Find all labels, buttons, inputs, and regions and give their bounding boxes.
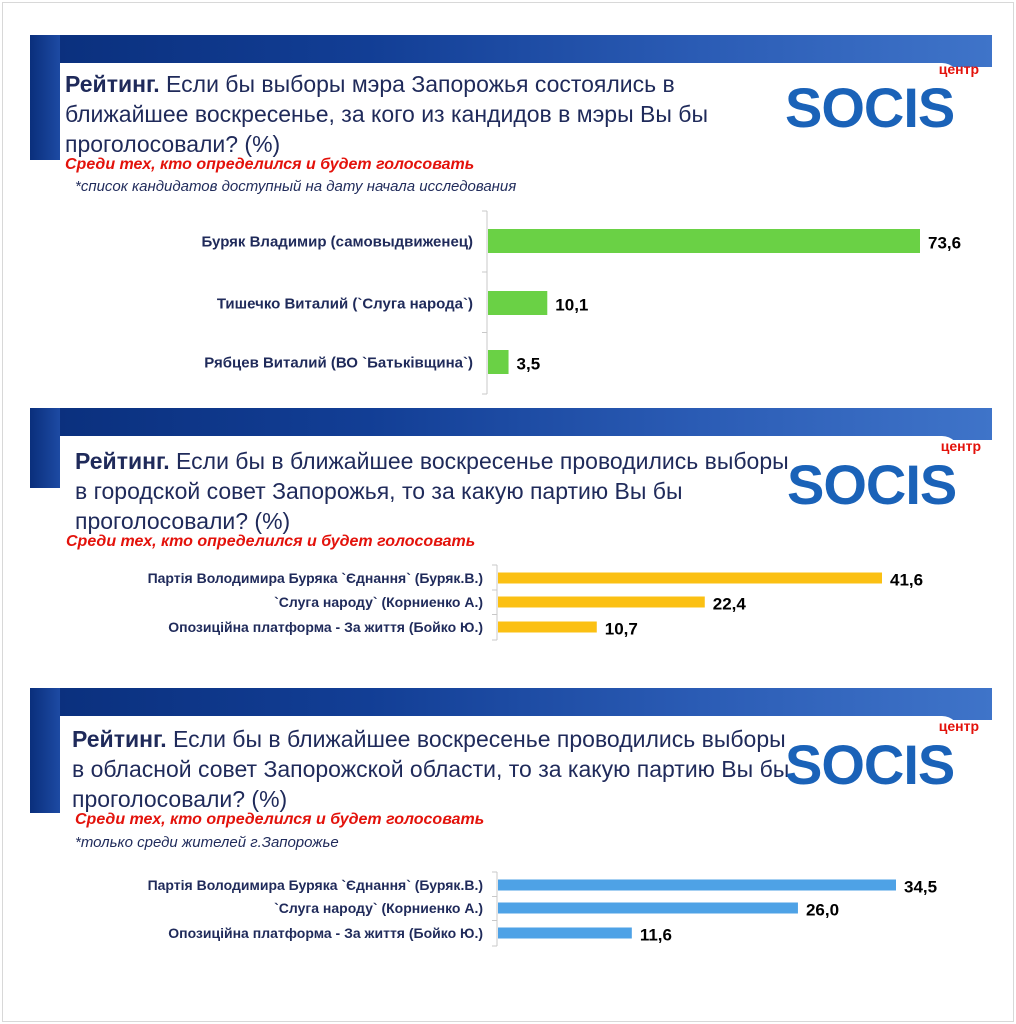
value-label: 10,1 [555, 295, 589, 315]
panel-subtitle: Среди тех, кто определился и будет голосовать [66, 533, 476, 550]
logo-word: SOCIS [785, 76, 955, 139]
bar [488, 291, 547, 315]
logo-word: SOCIS [787, 453, 957, 516]
bar-chart-3 [148, 872, 938, 946]
title-bold: Рейтинг. [75, 448, 170, 474]
title-text: Если бы выборы мэра Запорожья состоялись в ближайшее воскресенье, за кого из кандидов в мэры Вы бы проголосовали? (%) [65, 71, 708, 157]
bar [498, 622, 597, 633]
bar [498, 880, 896, 891]
panel-note: *только среди жителей г.Запорожье [75, 834, 339, 851]
bar [498, 597, 705, 608]
value-label: 41,6 [890, 570, 924, 590]
panel-subtitle: Среди тех, кто определился и будет голосовать [75, 811, 485, 828]
bar [498, 928, 632, 939]
panel-note: *список кандидатов доступный на дату начала исследования [75, 178, 517, 195]
category-label: `Слуга народу` (Корниенко А.) [274, 899, 483, 916]
value-label: 73,6 [928, 233, 962, 253]
category-label: Опозиційна платформа - За життя (Бойко Ю.) [168, 618, 483, 635]
bar-chart-1 [201, 211, 961, 394]
category-label: Партія Володимира Буряка `Єднання` (Буряк.В.) [147, 569, 483, 586]
logo-word: SOCIS [785, 733, 955, 796]
bar [488, 229, 920, 253]
logo-centr: центр [938, 718, 979, 734]
logo-centr: центр [938, 61, 979, 77]
bar [498, 903, 798, 914]
category-label: Буряк Владимир (самовыдвиженец) [201, 233, 473, 251]
value-label: 10,7 [604, 619, 638, 639]
category-label: Тишечко Виталий (`Слуга народа`) [216, 295, 473, 313]
panel-subtitle: Среди тех, кто определился и будет голосовать [65, 156, 475, 173]
value-label: 3,5 [516, 354, 541, 374]
category-label: Рябцев Виталий (ВО `Батьківщина`) [204, 354, 473, 372]
value-label: 22,4 [712, 594, 746, 614]
bar [498, 573, 882, 584]
value-label: 26,0 [805, 900, 840, 920]
title-text: Если бы в ближайшее воскресенье проводились выборы в обласной совет Запорожской области, то за какую партию Вы бы проголосовали? (%) [72, 726, 790, 812]
title-bold: Рейтинг. [65, 71, 160, 97]
category-label: Партія Володимира Буряка `Єднання` (Буряк.В.) [147, 876, 483, 893]
value-label: 34,5 [904, 877, 938, 897]
title-text: Если бы в ближайшее воскресенье проводились выборы в городской совет Запорожья, то за какую партию Вы бы проголосовали? (%) [75, 448, 789, 534]
category-label: `Слуга народу` (Корниенко А.) [274, 593, 483, 610]
bar-chart-2 [148, 565, 924, 640]
category-label: Опозиційна платформа - За життя (Бойко Ю.) [168, 924, 483, 941]
logo-centr: центр [940, 438, 981, 454]
value-label: 11,6 [639, 925, 672, 945]
bar [488, 350, 509, 374]
title-bold: Рейтинг. [72, 726, 167, 752]
